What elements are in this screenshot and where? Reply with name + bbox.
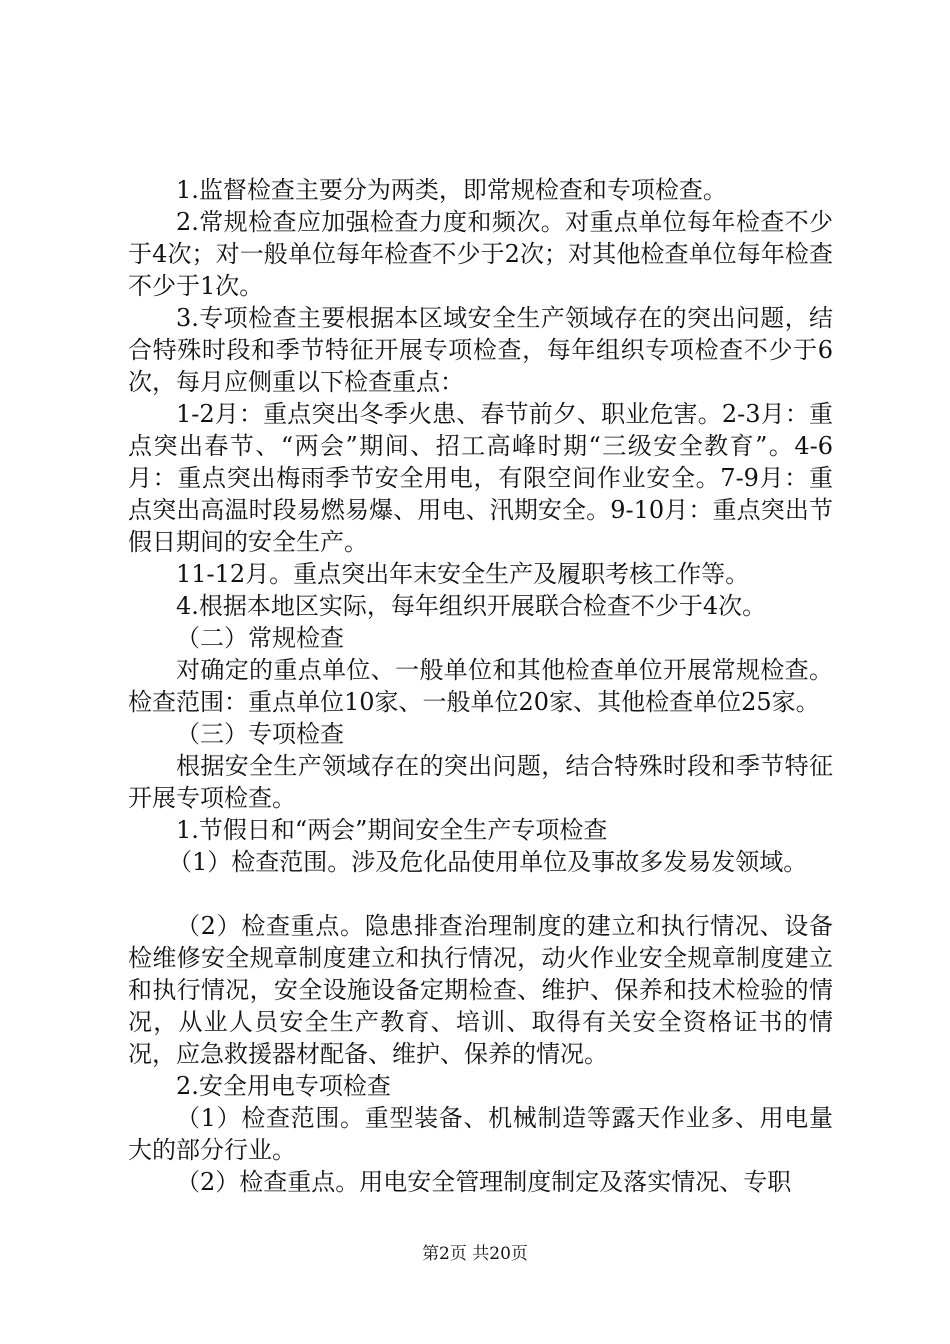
paragraph-13: （2）检查重点。隐患排查治理制度的建立和执行情况、设备检维修安全规章制度建立和执行情况，动火作业安全规章制度建立和执行情况，安全设施设备定期检查、维护、保养和技术检验的情况，从业人员安全生产教育、培训、取得有关安全资格证书的情况，应急救援器材配备、维护、保养的情况。 (128, 912, 833, 1068)
paragraph-3: 3.专项检查主要根据本区域安全生产领域存在的突出问题，结合特殊时段和季节特征开展专项检查，每年组织专项检查不少于6次，每月应侧重以下检查重点： (128, 304, 833, 396)
section-heading-3: （三）专项检查 (176, 720, 344, 748)
paragraph-1: 1.监督检查主要分为两类，即常规检查和专项检查。 (176, 176, 727, 204)
paragraph-12: （1）检查范围。涉及危化品使用单位及事故多发易发领域。 (168, 848, 808, 876)
paragraph-15: （1）检查范围。重型装备、机械制造等露天作业多、用电量大的部分行业。 (128, 1104, 833, 1164)
blank-line (128, 878, 833, 910)
page-number-footer: 第2页 共20页 (422, 1244, 528, 1264)
subheading-1: 1.节假日和“两会”期间安全生产专项检查 (176, 816, 608, 844)
paragraph-2: 2.常规检查应加强检查力度和频次。对重点单位每年检查不少于4次；对一般单位每年检查不少于2次；对其他检查单位每年检查不少于1次。 (128, 208, 833, 300)
paragraph-5: 11-12月。重点突出年末安全生产及履职考核工作等。 (176, 560, 750, 588)
subheading-2: 2.安全用电专项检查 (176, 1072, 391, 1100)
paragraph-6: 4.根据本地区实际，每年组织开展联合检查不少于4次。 (176, 592, 767, 620)
paragraph-10: 根据安全生产领域存在的突出问题，结合特殊时段和季节特征开展专项检查。 (128, 752, 833, 812)
document-body (128, 174, 833, 1198)
paragraph-8: 对确定的重点单位、一般单位和其他检查单位开展常规检查。检查范围：重点单位10家、一般单位20家、其他检查单位25家。 (128, 656, 833, 716)
paragraph-16: （2）检查重点。用电安全管理制度制定及落实情况、专职 (176, 1168, 792, 1196)
paragraph-4: 1-2月：重点突出冬季火患、春节前夕、职业危害。2-3月：重点突出春节、“两会”期间、招工高峰时期“三级安全教育”。4-6月：重点突出梅雨季节安全用电，有限空间作业安全。7-9月：重点突出高温时段易燃易爆、用电、汛期安全。9-10月：重点突出节假日期间的安全生产。 (128, 400, 833, 556)
section-heading-2: （二）常规检查 (176, 624, 344, 652)
